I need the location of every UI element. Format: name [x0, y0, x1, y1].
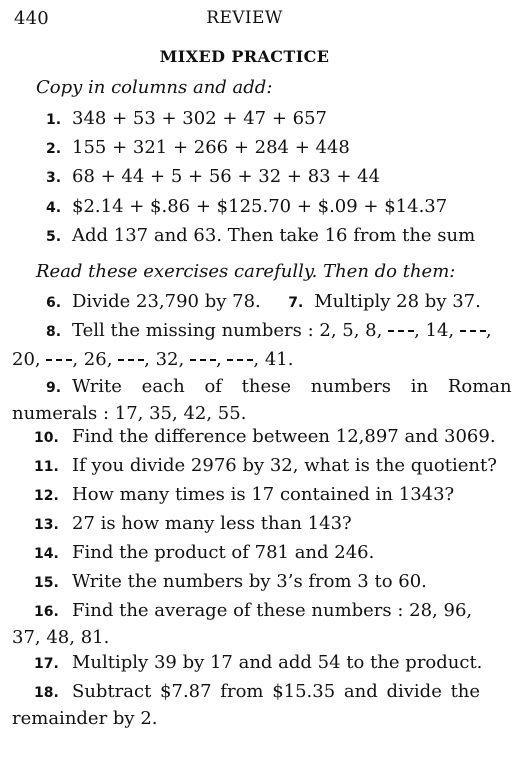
exercise-number: 14. — [34, 546, 59, 562]
exercise-number: 8. — [46, 324, 62, 340]
exercise-number: 2. — [46, 141, 62, 157]
exercise-number: 10. — [34, 430, 59, 446]
exercise-text: Write each of these numbers in Roman — [72, 376, 512, 397]
exercise-1 — [12, 106, 477, 133]
exercise-number: 7. — [288, 295, 304, 311]
exercise-number: 6. — [46, 295, 62, 311]
exercise-5 — [12, 223, 477, 250]
exercise-text: 68 + 44 + 5 + 56 + 32 + 83 + 44 — [72, 166, 381, 187]
answer-blank — [227, 359, 253, 361]
exercise-14 — [12, 540, 477, 567]
exercise-8 — [12, 318, 492, 372]
exercise-text: 155 + 321 + 266 + 284 + 448 — [72, 137, 350, 158]
exercise-number: 3. — [46, 170, 62, 186]
exercise-text: , 32, — [144, 349, 190, 370]
instruction-copy-and-add: Copy in columns and add: — [36, 77, 273, 98]
exercise-text: , — [485, 320, 492, 341]
exercise-text: 27 is how many less than 143? — [72, 513, 352, 534]
exercise-text: Divide 23,790 by 78. — [72, 291, 261, 312]
exercise-text: , 26, — [72, 349, 119, 370]
exercise-text: Write the numbers by 3’s from 3 to 60. — [72, 571, 427, 592]
exercise-text: Find the average of these numbers : 28, 96, — [72, 600, 473, 621]
exercise-text: , 14, — [414, 320, 460, 341]
exercise-text: Tell the missing numbers : 2, 5, 8, — [72, 320, 389, 341]
exercise-text: If you divide 2976 by 32, what is the quotient? — [72, 455, 497, 476]
answer-blank — [460, 330, 486, 332]
exercise-text: 20, — [12, 349, 47, 370]
exercise-11 — [12, 453, 497, 480]
exercise-text: , 41. — [253, 349, 294, 370]
exercise-number: 16. — [34, 604, 59, 620]
exercise-6-and-7 — [12, 289, 481, 316]
exercise-16 — [12, 598, 477, 650]
answer-blank — [190, 359, 216, 361]
exercise-text: Find the difference between 12,897 and 3069. — [72, 426, 496, 447]
exercise-text: Subtract $7.87 from $15.35 and divide the — [72, 681, 481, 702]
answer-blank — [388, 330, 414, 332]
exercise-text: $2.14 + $.86 + $125.70 + $.09 + $14.37 — [72, 196, 448, 217]
exercise-10 — [12, 424, 496, 451]
exercise-text-continued: 37, 48, 81. — [12, 627, 110, 648]
answer-blank — [46, 359, 72, 361]
exercise-number: 18. — [34, 685, 59, 701]
exercise-13 — [12, 511, 477, 538]
answer-blank — [118, 359, 144, 361]
instruction-read-carefully: Read these exercises carefully. Then do them: — [36, 261, 456, 282]
page-header — [14, 8, 475, 30]
exercise-number: 13. — [34, 517, 59, 533]
exercise-18 — [12, 679, 481, 731]
exercise-number: 12. — [34, 488, 59, 504]
exercise-9 — [12, 374, 512, 426]
exercise-text-continued: remainder by 2. — [12, 708, 158, 729]
exercise-number: 5. — [46, 229, 62, 245]
section-title: MIXED PRACTICE — [159, 47, 330, 66]
running-head: REVIEW — [206, 8, 283, 28]
exercise-text: 348 + 53 + 302 + 47 + 657 — [72, 108, 327, 129]
exercise-text-continued: numerals : 17, 35, 42, 55. — [12, 403, 247, 424]
exercise-number: 1. — [46, 112, 62, 128]
exercise-3 — [12, 164, 477, 191]
exercise-text: Add 137 and 63. Then take 16 from the sum — [72, 225, 476, 246]
page-number: 440 — [14, 8, 49, 29]
exercise-4 — [12, 194, 477, 221]
exercise-17 — [12, 650, 483, 677]
exercise-text: Find the product of 781 and 246. — [72, 542, 375, 563]
exercise-number: 11. — [34, 459, 59, 475]
exercise-12 — [12, 482, 477, 509]
exercise-number: 9. — [46, 380, 62, 396]
exercise-15 — [12, 569, 477, 596]
exercise-text: Multiply 28 by 37. — [314, 291, 481, 312]
exercise-number: 17. — [34, 656, 59, 672]
exercise-text: , — [215, 349, 228, 370]
exercise-number: 4. — [46, 200, 62, 216]
exercise-text: How many times is 17 contained in 1343? — [72, 484, 455, 505]
exercise-number: 15. — [34, 575, 59, 591]
exercise-2 — [12, 135, 477, 162]
exercise-text: Multiply 39 by 17 and add 54 to the product. — [72, 652, 483, 673]
